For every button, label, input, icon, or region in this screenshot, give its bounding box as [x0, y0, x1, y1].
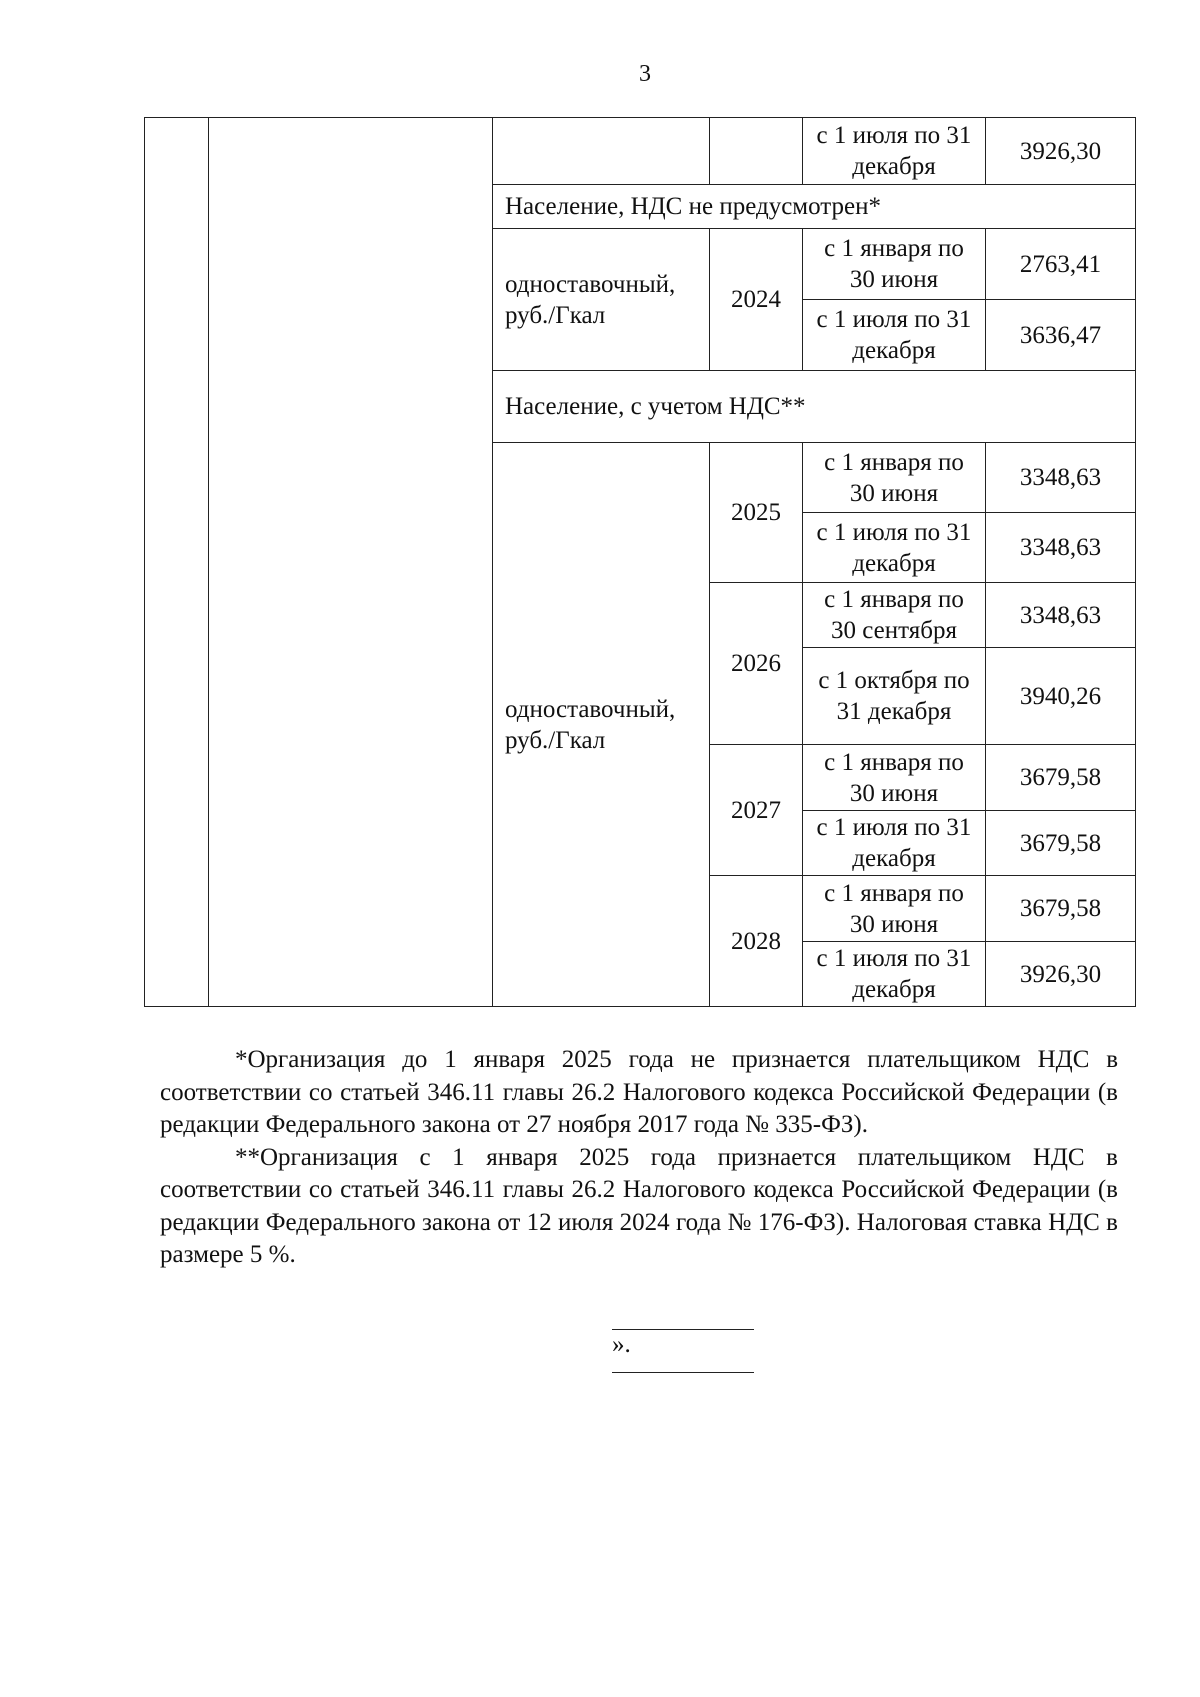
closing-mark-block: [612, 1300, 772, 1360]
year-cell: 2027: [710, 745, 803, 876]
value-cell: 3636,47: [986, 300, 1136, 371]
empty-cell: [710, 118, 803, 185]
tariff-table: [144, 117, 1136, 1007]
value-cell: 2763,41: [986, 229, 1136, 300]
value-cell: 3348,63: [986, 443, 1136, 513]
period-cell: с 1 января по 30 июня: [803, 745, 986, 811]
value-cell: 3679,58: [986, 811, 1136, 876]
empty-cell: [493, 118, 710, 185]
period-cell: с 1 июля по 31 декабря: [803, 513, 986, 583]
end-rule: [612, 1372, 754, 1373]
period-cell: с 1 июля по 31 декабря: [803, 300, 986, 371]
footnote-with-vat: **Организация с 1 января 2025 года признается плательщиком НДС в соответствии со статьей 346.11 главы 26.2 Налогового кодекса Российской Федерации (в редакции Федерального закона от 12 июля 2024 года № 176-ФЗ). Налоговая ставка НДС в размере 5 %.: [160, 1143, 1118, 1268]
value-cell: 3926,30: [986, 942, 1136, 1007]
year-cell: 2025: [710, 443, 803, 583]
rate-type-cell: одноставочный, руб./Гкал: [493, 229, 710, 371]
section-title-with-vat: Население, с учетом НДС**: [493, 371, 1136, 443]
year-cell: 2026: [710, 583, 803, 745]
period-cell: с 1 января по 30 июня: [803, 229, 986, 300]
value-cell: 3679,58: [986, 745, 1136, 811]
value-cell: 3348,63: [986, 583, 1136, 648]
rate-type-cell: одноставочный, руб./Гкал: [493, 443, 710, 1007]
period-cell: с 1 января по 30 сентября: [803, 583, 986, 648]
value-cell: 3679,58: [986, 876, 1136, 942]
value-cell: 3926,30: [986, 118, 1136, 185]
footnote-no-vat: *Организация до 1 января 2025 года не признается плательщиком НДС в соответствии со статьей 346.11 главы 26.2 Налогового кодекса Российской Федерации (в редакции Федерального закона от 27 ноября 2017 года № 335-ФЗ).: [160, 1046, 1118, 1138]
closing-mark: ».: [612, 1331, 631, 1358]
year-cell: 2028: [710, 876, 803, 1007]
period-cell: с 1 января по 30 июня: [803, 876, 986, 942]
section-title-no-vat: Население, НДС не предусмотрен*: [493, 185, 1136, 229]
year-cell: 2024: [710, 229, 803, 371]
page-number: 3: [639, 61, 651, 87]
empty-column-name: [209, 118, 493, 1007]
period-cell: с 1 октября по 31 декабря: [803, 648, 986, 745]
period-cell: с 1 января по 30 июня: [803, 443, 986, 513]
period-cell: с 1 июля по 31 декабря: [803, 942, 986, 1007]
period-cell: с 1 июля по 31 декабря: [803, 811, 986, 876]
closing-underline: [612, 1307, 754, 1330]
value-cell: 3940,26: [986, 648, 1136, 745]
footnotes: [160, 1044, 1118, 1272]
value-cell: 3348,63: [986, 513, 1136, 583]
period-cell: с 1 июля по 31 декабря: [803, 118, 986, 185]
empty-column-number: [145, 118, 209, 1007]
